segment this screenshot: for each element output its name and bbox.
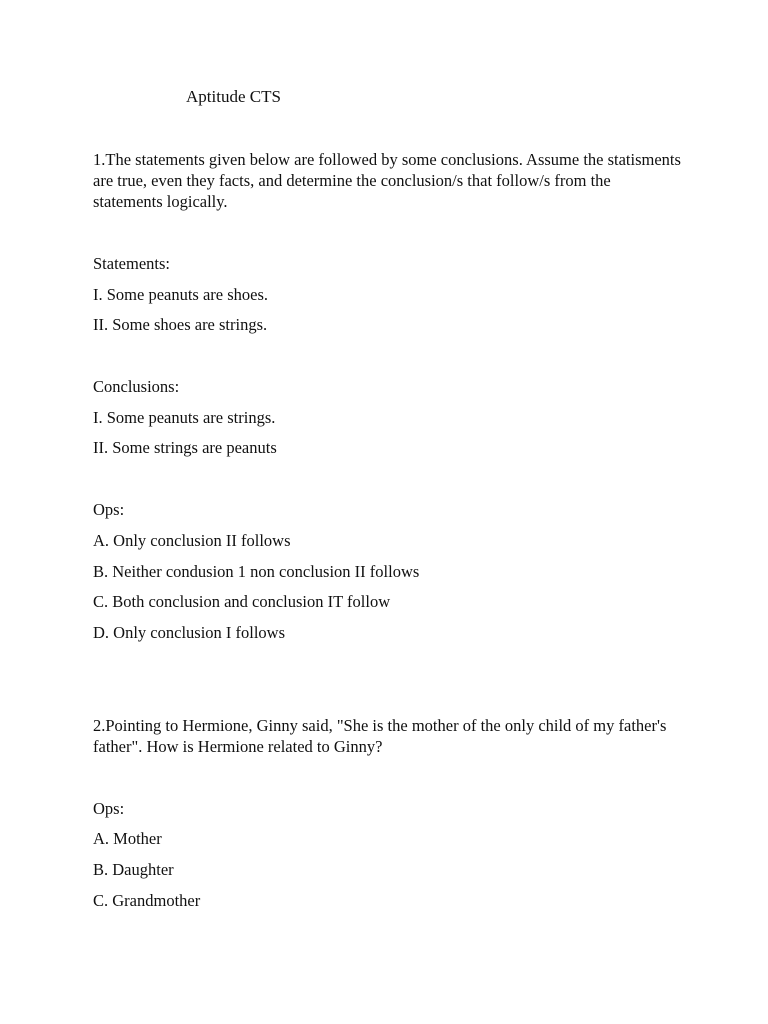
conclusion-item: II. Some strings are peanuts (93, 438, 277, 457)
option-item-q1: D. Only conclusion I follows (93, 623, 286, 642)
statements-heading: Statements: (93, 254, 170, 273)
conclusions-heading: Conclusions: (93, 377, 180, 396)
options-heading-q2: Ops: (93, 799, 125, 818)
statement-item: I. Some peanuts are shoes. (93, 285, 269, 304)
conclusion-item: I. Some peanuts are strings. (93, 408, 276, 427)
statement-item: II. Some shoes are strings. (93, 315, 268, 334)
option-item-q1: A. Only conclusion II follows (93, 531, 291, 550)
option-item-q2: B. Daughter (93, 860, 174, 879)
question-1-text: 1.The statements given below are followed by some conclusions. Assume the statisments are true, even they facts, and determine the conclusion/s that follow/s from the statements logically. (93, 150, 681, 211)
option-item-q2: C. Grandmother (93, 891, 201, 910)
option-item-q1: B. Neither condusion 1 non conclusion II follows (93, 562, 420, 581)
options-heading-q1: Ops: (93, 500, 125, 519)
question-2-text: 2.Pointing to Hermione, Ginny said, "She is the mother of the only child of my father's father". How is Hermione related to Ginny? (93, 716, 667, 756)
option-item-q1: C. Both conclusion and conclusion IT follow (93, 592, 391, 611)
option-item-q2: A. Mother (93, 829, 162, 848)
document-title: Aptitude CTS (186, 87, 281, 106)
